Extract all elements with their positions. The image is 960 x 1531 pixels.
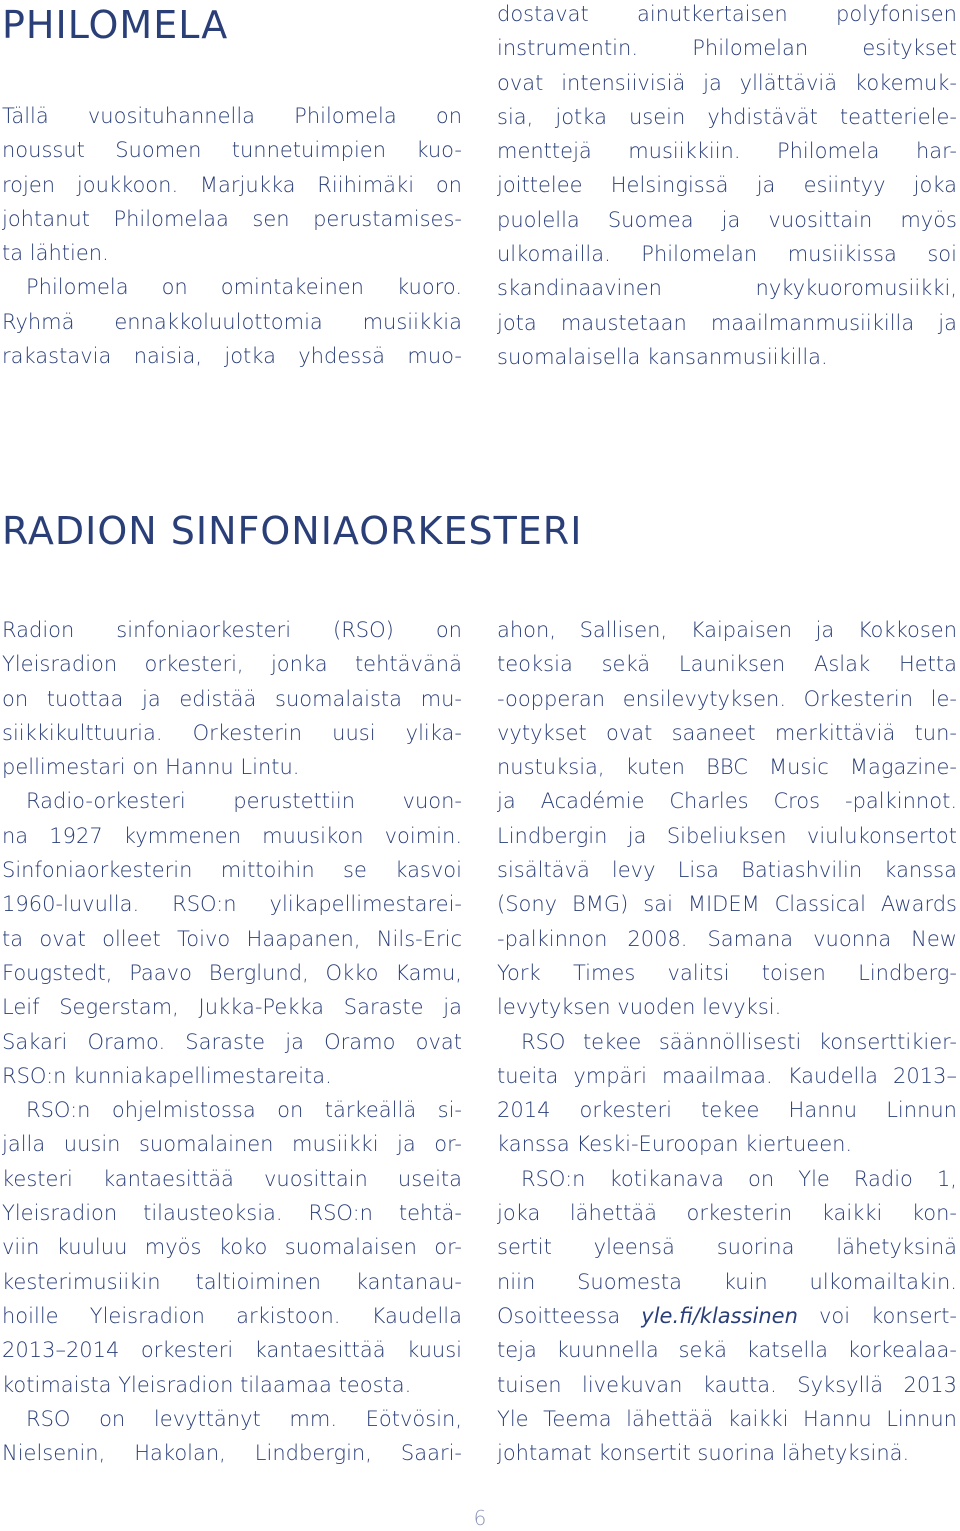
text-line: joittelee Helsingissä ja esiintyy joka xyxy=(497,173,957,198)
text-line: Yle Teema lähettää kaikki Hannu Linnun xyxy=(497,1406,957,1431)
text-line: Radio-orkesteri perustettiin vuon- xyxy=(26,789,462,814)
text-line: jota maustetaan maailmanmusiikilla ja xyxy=(497,310,957,335)
rso-right-column xyxy=(497,613,957,1470)
philomela-right-column xyxy=(497,0,957,374)
text-line: vytykset ovat saaneet merkittäviä tun- xyxy=(497,720,957,745)
text-line: sia, jotka usein yhdistävät teatteriele- xyxy=(497,104,957,129)
text-line: menttejä musiikkiin. Philomela har- xyxy=(497,139,957,164)
text-line: johtanut Philomelaa sen perustamises- xyxy=(2,206,462,231)
text-line: Ryhmä ennakkoluulottomia musiikkia xyxy=(2,309,462,334)
text-line: Sakari Oramo. Saraste ja Oramo ovat xyxy=(2,1029,462,1054)
text-line: viin kuuluu myös koko suomalaisen or- xyxy=(2,1235,462,1260)
text-line: siikkikulttuuria. Orkesterin uusi ylika- xyxy=(2,720,462,745)
text-line: Radion sinfoniaorkesteri (RSO) on xyxy=(2,618,462,642)
text-line: Yleisradion orkesteri, jonka tehtävänä xyxy=(2,652,462,677)
text-line: rojen joukkoon. Marjukka Riihimäki on xyxy=(2,172,462,197)
text-line: johtamat konsertit suorina lähetyksinä. xyxy=(497,1441,910,1466)
text-line: dostavat ainutkertaisen polyfonisen xyxy=(497,2,957,26)
text-line: niin Suomesta kuin ulkomailtakin. xyxy=(497,1269,957,1294)
text-line: levytyksen vuoden levyksi. xyxy=(497,995,782,1020)
text-line: pellimestari on Hannu Lintu. xyxy=(2,755,300,780)
philomela-left-column xyxy=(2,99,462,373)
page-number: 6 xyxy=(473,1506,487,1530)
text-line: noussut Suomen tunnetuimpien kuo- xyxy=(2,138,462,163)
text-line: kesterimusiikin taltioiminen kantanau- xyxy=(2,1269,462,1294)
rso-heading: RADION SINFONIAORKESTERI xyxy=(2,509,583,553)
text-line: Sinfoniaorkesterin mittoihin se kasvoi xyxy=(2,858,462,883)
text-line: ja Académie Charles Cros -palkinnot. xyxy=(497,789,957,814)
philomela-heading: PHILOMELA xyxy=(2,3,229,47)
text-line: 2013–2014 orkesteri kantaesittää kuusi xyxy=(2,1338,462,1363)
text-line: on tuottaa ja edistää suomalaista mu- xyxy=(2,686,462,711)
text-line: sertit yleensä suorina lähetyksinä xyxy=(497,1235,957,1260)
text-line: ahon, Sallisen, Kaipaisen ja Kokkosen xyxy=(497,618,957,642)
text-line: Fougstedt, Paavo Berglund, Okko Kamu, xyxy=(2,960,462,985)
text-line: tueita ympäri maailmaa. Kaudella 2013– xyxy=(497,1063,957,1088)
text-line: Yleisradion tilausteoksia. RSO:n tehtä- xyxy=(2,1201,462,1226)
text-line: 1960-luvulla. RSO:n ylikapellimestarei- xyxy=(2,892,462,917)
text-line: ulkomailla. Philomelan musiikissa soi xyxy=(497,242,957,267)
text-line: jalla uusin suomalainen musiikki ja or- xyxy=(2,1132,462,1157)
text-line: Philomela on omintakeinen kuoro. xyxy=(26,275,462,300)
text-line: ovat intensiivisiä ja yllättäviä kokemuk- xyxy=(497,70,957,95)
text-line: kanssa Keski-Euroopan kiertueen. xyxy=(497,1132,853,1157)
text-line: joka lähettää orkesterin kaikki kon- xyxy=(497,1201,957,1226)
text-line: -palkinnon 2008. Samana vuonna New xyxy=(497,926,957,951)
text-line: rakastavia naisia, jotka yhdessä muo- xyxy=(2,344,462,369)
text-line: Nielsenin, Hakolan, Lindbergin, Saari- xyxy=(2,1441,462,1466)
text-line: RSO:n kotikanava on Yle Radio 1, xyxy=(521,1166,957,1191)
text-line: Tällä vuosituhannella Philomela on xyxy=(2,104,462,128)
text-line: RSO:n kunniakapellimestareita. xyxy=(2,1063,332,1088)
text-line: skandinaavinen nykykuoromusiikki, xyxy=(497,276,957,301)
text-line: teoksia sekä Launiksen Aslak Hetta xyxy=(497,652,957,677)
text-line: RSO on levyttänyt mm. Eötvösin, xyxy=(26,1406,462,1431)
text-line: RSO:n ohjelmistossa on tärkeällä si- xyxy=(26,1098,462,1123)
rso-left-column xyxy=(2,613,462,1470)
text-line: kesteri kantaesittää vuosittain useita xyxy=(2,1166,462,1191)
text-line: nustuksia, kuten BBC Music Magazine- xyxy=(497,755,957,780)
text-line: sisältävä levy Lisa Batiashvilin kanssa xyxy=(497,858,957,883)
text-line: instrumentin. Philomelan esitykset xyxy=(497,36,957,61)
text-line: teja kuunnella sekä katsella korkealaa- xyxy=(497,1338,957,1363)
text-line: ta ovat olleet Toivo Haapanen, Nils-Eric xyxy=(2,926,462,951)
text-line: tuisen livekuvan kautta. Syksyllä 2013 xyxy=(497,1372,957,1397)
text-line: na 1927 kymmenen muusikon voimin. xyxy=(2,823,462,848)
yle-klassinen-link[interactable]: yle.fi/klassinen xyxy=(641,1303,798,1328)
text-line-with-link: Osoitteessa yle.fi/klassinen voi konsert- xyxy=(497,1303,957,1328)
text-line: puolella Suomea ja vuosittain myös xyxy=(497,207,957,232)
text-line: (Sony BMG) sai MIDEM Classical Awards xyxy=(497,892,957,917)
text-line: hoille Yleisradion arkistoon. Kaudella xyxy=(2,1303,462,1328)
text-line: Leif Segerstam, Jukka-Pekka Saraste ja xyxy=(2,995,462,1020)
text-line: RSO tekee säännöllisesti konserttikier- xyxy=(521,1029,957,1054)
text-line: 2014 orkesteri tekee Hannu Linnun xyxy=(497,1098,957,1123)
text-line: kotimaista Yleisradion tilaamaa teosta. xyxy=(2,1372,412,1397)
text-line: York Times valitsi toisen Lindberg- xyxy=(497,960,957,985)
text-line: Lindbergin ja Sibeliuksen viulukonsertot xyxy=(497,823,957,848)
text-line: ta lähtien. xyxy=(2,241,109,266)
text-line: suomalaisella kansanmusiikilla. xyxy=(497,344,828,369)
text-line: -oopperan ensilevytyksen. Orkesterin le- xyxy=(497,686,957,711)
